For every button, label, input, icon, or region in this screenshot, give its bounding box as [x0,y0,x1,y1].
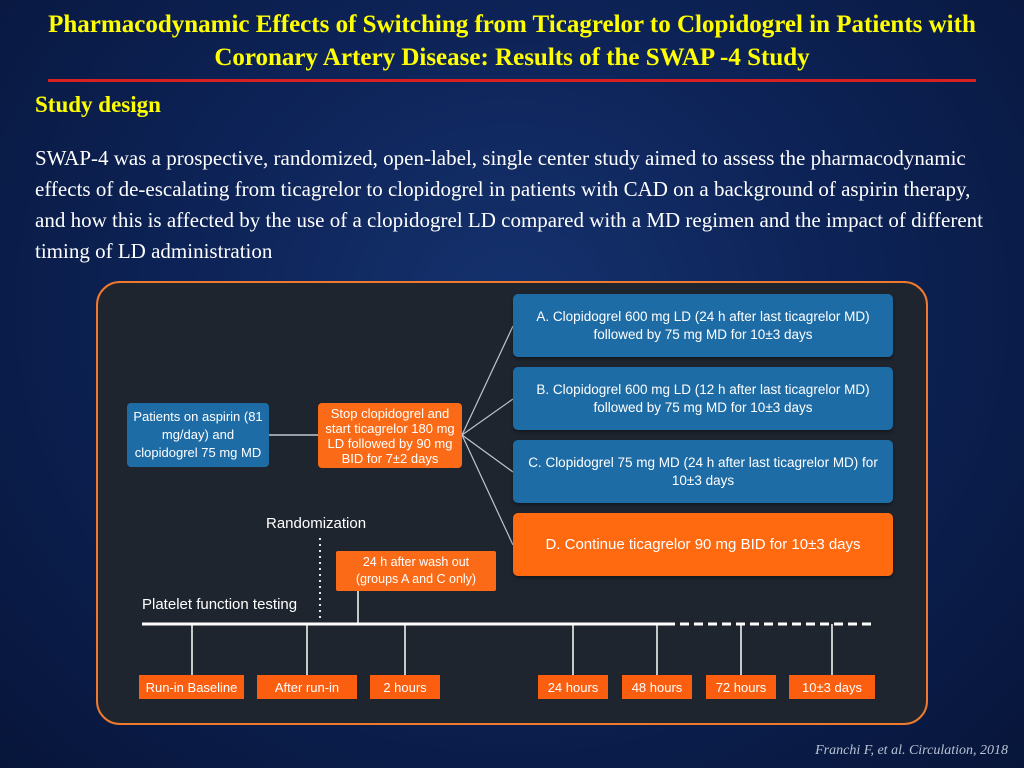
slide-title: Pharmacodynamic Effects of Switching from Ticagrelor to Clopidogrel in Patients with Coronary Artery Disease: Results of the SWAP -4 Study [48,11,976,71]
citation: Franchi F, et al. Circulation, 2018 [815,743,1008,758]
arm-a-box: A. Clopidogrel 600 mg LD (24 h after last ticagrelor MD) followed by 75 mg MD for 10±3 days [513,294,893,357]
study-description: SWAP-4 was a prospective, randomized, open-label, single center study aimed to assess the pharmacodynamic effects of de-escalating from ticagrelor to clopidogrel in patients with CAD on a background of aspirin therapy, and how this is affected by the use of a clopidogrel LD compared with a MD regimen and the impact of different timing of LD administration [35,146,984,263]
connector-arm-d [462,435,513,545]
timepoint-48-hours: 48 hours [622,675,692,699]
washout-box: 24 h after wash out (groups A and C only) [336,551,496,591]
arm-d-box: D. Continue ticagrelor 90 mg BID for 10±3 days [513,513,893,576]
timepoint-72-hours: 72 hours [706,675,776,699]
timepoint-2-hours: 2 hours [370,675,440,699]
platelet-function-testing-label: Platelet function testing [142,596,298,613]
randomization-label: Randomization [266,515,367,532]
connector-arm-b [462,399,513,435]
arm-c-box: C. Clopidogrel 75 mg MD (24 h after last ticagrelor MD) for 10±3 days [513,440,893,503]
timepoint-runin-baseline: Run-in Baseline [139,675,244,699]
timepoint-after-runin: After run-in [257,675,357,699]
connector-arm-a [462,326,513,435]
timepoint-24-hours: 24 hours [538,675,608,699]
section-heading: Study design [35,92,161,117]
patients-box: Patients on aspirin (81 mg/day) and clopidogrel 75 mg MD [127,403,269,467]
connector-arm-c [462,435,513,472]
runin-box: Stop clopidogrel and start ticagrelor 180 mg LD followed by 90 mg BID for 7±2 days [318,403,462,468]
arm-b-box: B. Clopidogrel 600 mg LD (12 h after last ticagrelor MD) followed by 75 mg MD for 10±3 days [513,367,893,430]
timepoint-10-days: 10±3 days [789,675,875,699]
